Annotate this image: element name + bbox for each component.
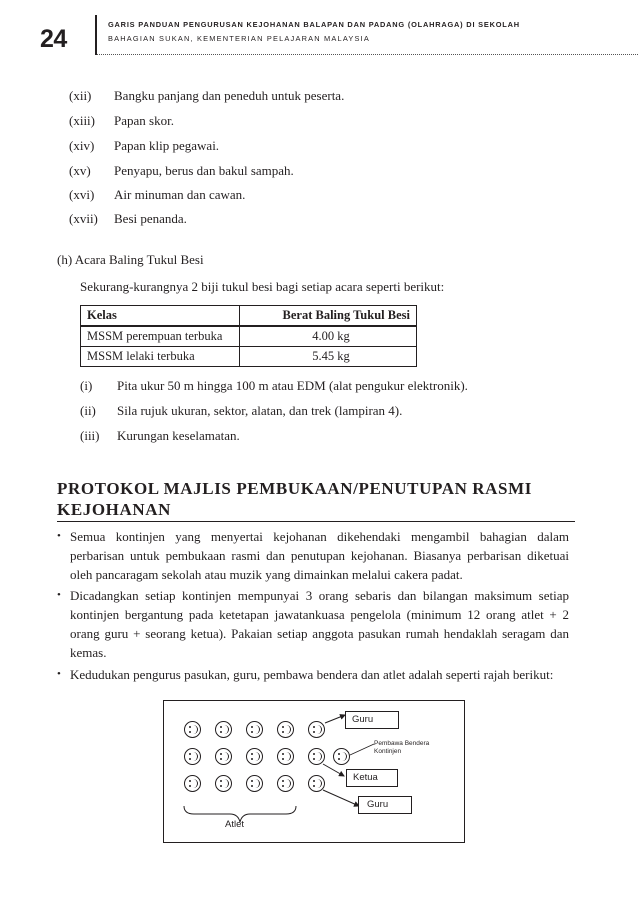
- header-dotted-rule: [97, 54, 638, 55]
- bullet-text: Semua kontinjen yang menyertai kejohanan dikehendaki mengambil bahagian dalam perbarisan untuk pembukaan rasmi dan penutupan kejohanan. Biasanya perbarisan diketuai oleh pancaragam sekolah atau muzik yang dimainkan melalui cakera padat.: [70, 529, 569, 582]
- header-title: GARIS PANDUAN PENGURUSAN KEJOHANAN BALAPAN DAN PADANG (OLAHRAGA) DI SEKOLAH: [108, 20, 520, 29]
- table-header-cell: Berat Baling Tukul Besi: [240, 306, 417, 327]
- list-item-number: (xvi): [69, 187, 95, 202]
- hammer-weight-table: [80, 305, 417, 367]
- section-heading: (h) Acara Baling Tukul Besi: [57, 252, 204, 267]
- label-flag-line: Kontinjen: [374, 748, 402, 755]
- label-guru-top: Guru: [345, 711, 399, 729]
- list-item-text: Kurungan keselamatan.: [117, 428, 240, 443]
- list-item-text: Besi penanda.: [114, 211, 187, 226]
- list-item-number: (xii): [69, 88, 92, 103]
- label-guru-bottom: Guru: [358, 796, 412, 814]
- table-cell: MSSM perempuan terbuka: [81, 326, 240, 347]
- table-header-row: [81, 306, 417, 327]
- protocol-heading-line: PROTOKOL MAJLIS PEMBUKAAN/PENUTUPAN RASMI: [57, 479, 532, 498]
- label-flag-line: Pembawa Bendera: [374, 740, 430, 747]
- list-item: [80, 378, 468, 394]
- list-item-number: (ii): [80, 403, 96, 418]
- arrow-ketua: [323, 764, 344, 776]
- list-item: [80, 403, 402, 419]
- label-ketua: Ketua: [346, 769, 398, 787]
- list-item-number: (xiv): [69, 138, 95, 153]
- section-intro: Sekurang-kurangnya 2 biji tukul besi bagi setiap acara seperti berikut:: [80, 279, 445, 294]
- list-item-number: (xv): [69, 163, 91, 178]
- list-item-text: Penyapu, berus dan bakul sampah.: [114, 163, 294, 178]
- heading-rule: [57, 521, 575, 522]
- bullet-paragraph: [57, 586, 569, 662]
- list-item-number: (i): [80, 378, 93, 393]
- arrow-guru-bottom: [323, 790, 359, 806]
- page-number: 24: [40, 25, 67, 53]
- table-header-cell: Kelas: [81, 306, 240, 327]
- list-item-text: Sila rujuk ukuran, sektor, alatan, dan trek (lampiran 4).: [117, 403, 403, 418]
- arrow-guru-top: [325, 715, 345, 723]
- bullet-paragraph: [57, 527, 569, 584]
- formation-diagram: [163, 700, 465, 843]
- list-item-text: Papan skor.: [114, 113, 174, 128]
- list-item-text: Air minuman dan cawan.: [114, 187, 246, 202]
- list-item-number: (xvii): [69, 211, 98, 226]
- bullet-text: Dicadangkan setiap kontinjen mempunyai 3 orang sebaris dan bilangan maksimum setiap kontinjen bergantung pada ketetapan jawatankuasa pengelola (minimum 12 orang atlet + 2 orang guru + seorang ketua). Pakaian setiap anggota pasukan rumah hendaklah seragam dan kemas.: [70, 588, 569, 660]
- label-atlet: Atlet: [225, 819, 245, 830]
- table-row: [81, 347, 417, 367]
- list-item: [69, 187, 245, 203]
- list-item-number: (iii): [80, 428, 100, 443]
- table-cell: MSSM lelaki terbuka: [81, 347, 240, 367]
- list-item: [69, 138, 219, 154]
- header-divider: [95, 15, 97, 55]
- table-cell: 4.00 kg: [240, 326, 417, 347]
- bullet-paragraph: [57, 665, 569, 684]
- diagram-arrows: [164, 701, 464, 842]
- protocol-heading-line: KEJOHANAN: [57, 500, 172, 519]
- list-item-text: Pita ukur 50 m hingga 100 m atau EDM (alat pengukur elektronik).: [117, 378, 468, 393]
- protocol-heading: [57, 478, 532, 520]
- list-item-text: Bangku panjang dan peneduh untuk peserta.: [114, 88, 345, 103]
- list-item: [69, 211, 187, 227]
- list-item: [69, 88, 344, 104]
- list-item-number: (xiii): [69, 113, 95, 128]
- list-item: [69, 113, 174, 129]
- header-subtitle: BAHAGIAN SUKAN, KEMENTERIAN PELAJARAN MALAYSIA: [108, 34, 371, 43]
- label-flag-bearer: [374, 740, 429, 756]
- table-row: [81, 326, 417, 347]
- bullet-icon: •: [57, 530, 61, 542]
- bullet-text: Kedudukan pengurus pasukan, guru, pembawa bendera dan atlet adalah seperti rajah berikut:: [70, 667, 554, 682]
- table-cell: 5.45 kg: [240, 347, 417, 367]
- bullet-icon: •: [57, 589, 61, 601]
- bullet-icon: •: [57, 668, 61, 680]
- list-item: [69, 163, 294, 179]
- arrow-flag-bearer: [350, 744, 374, 755]
- list-item: [80, 428, 240, 444]
- list-item-text: Papan klip pegawai.: [114, 138, 220, 153]
